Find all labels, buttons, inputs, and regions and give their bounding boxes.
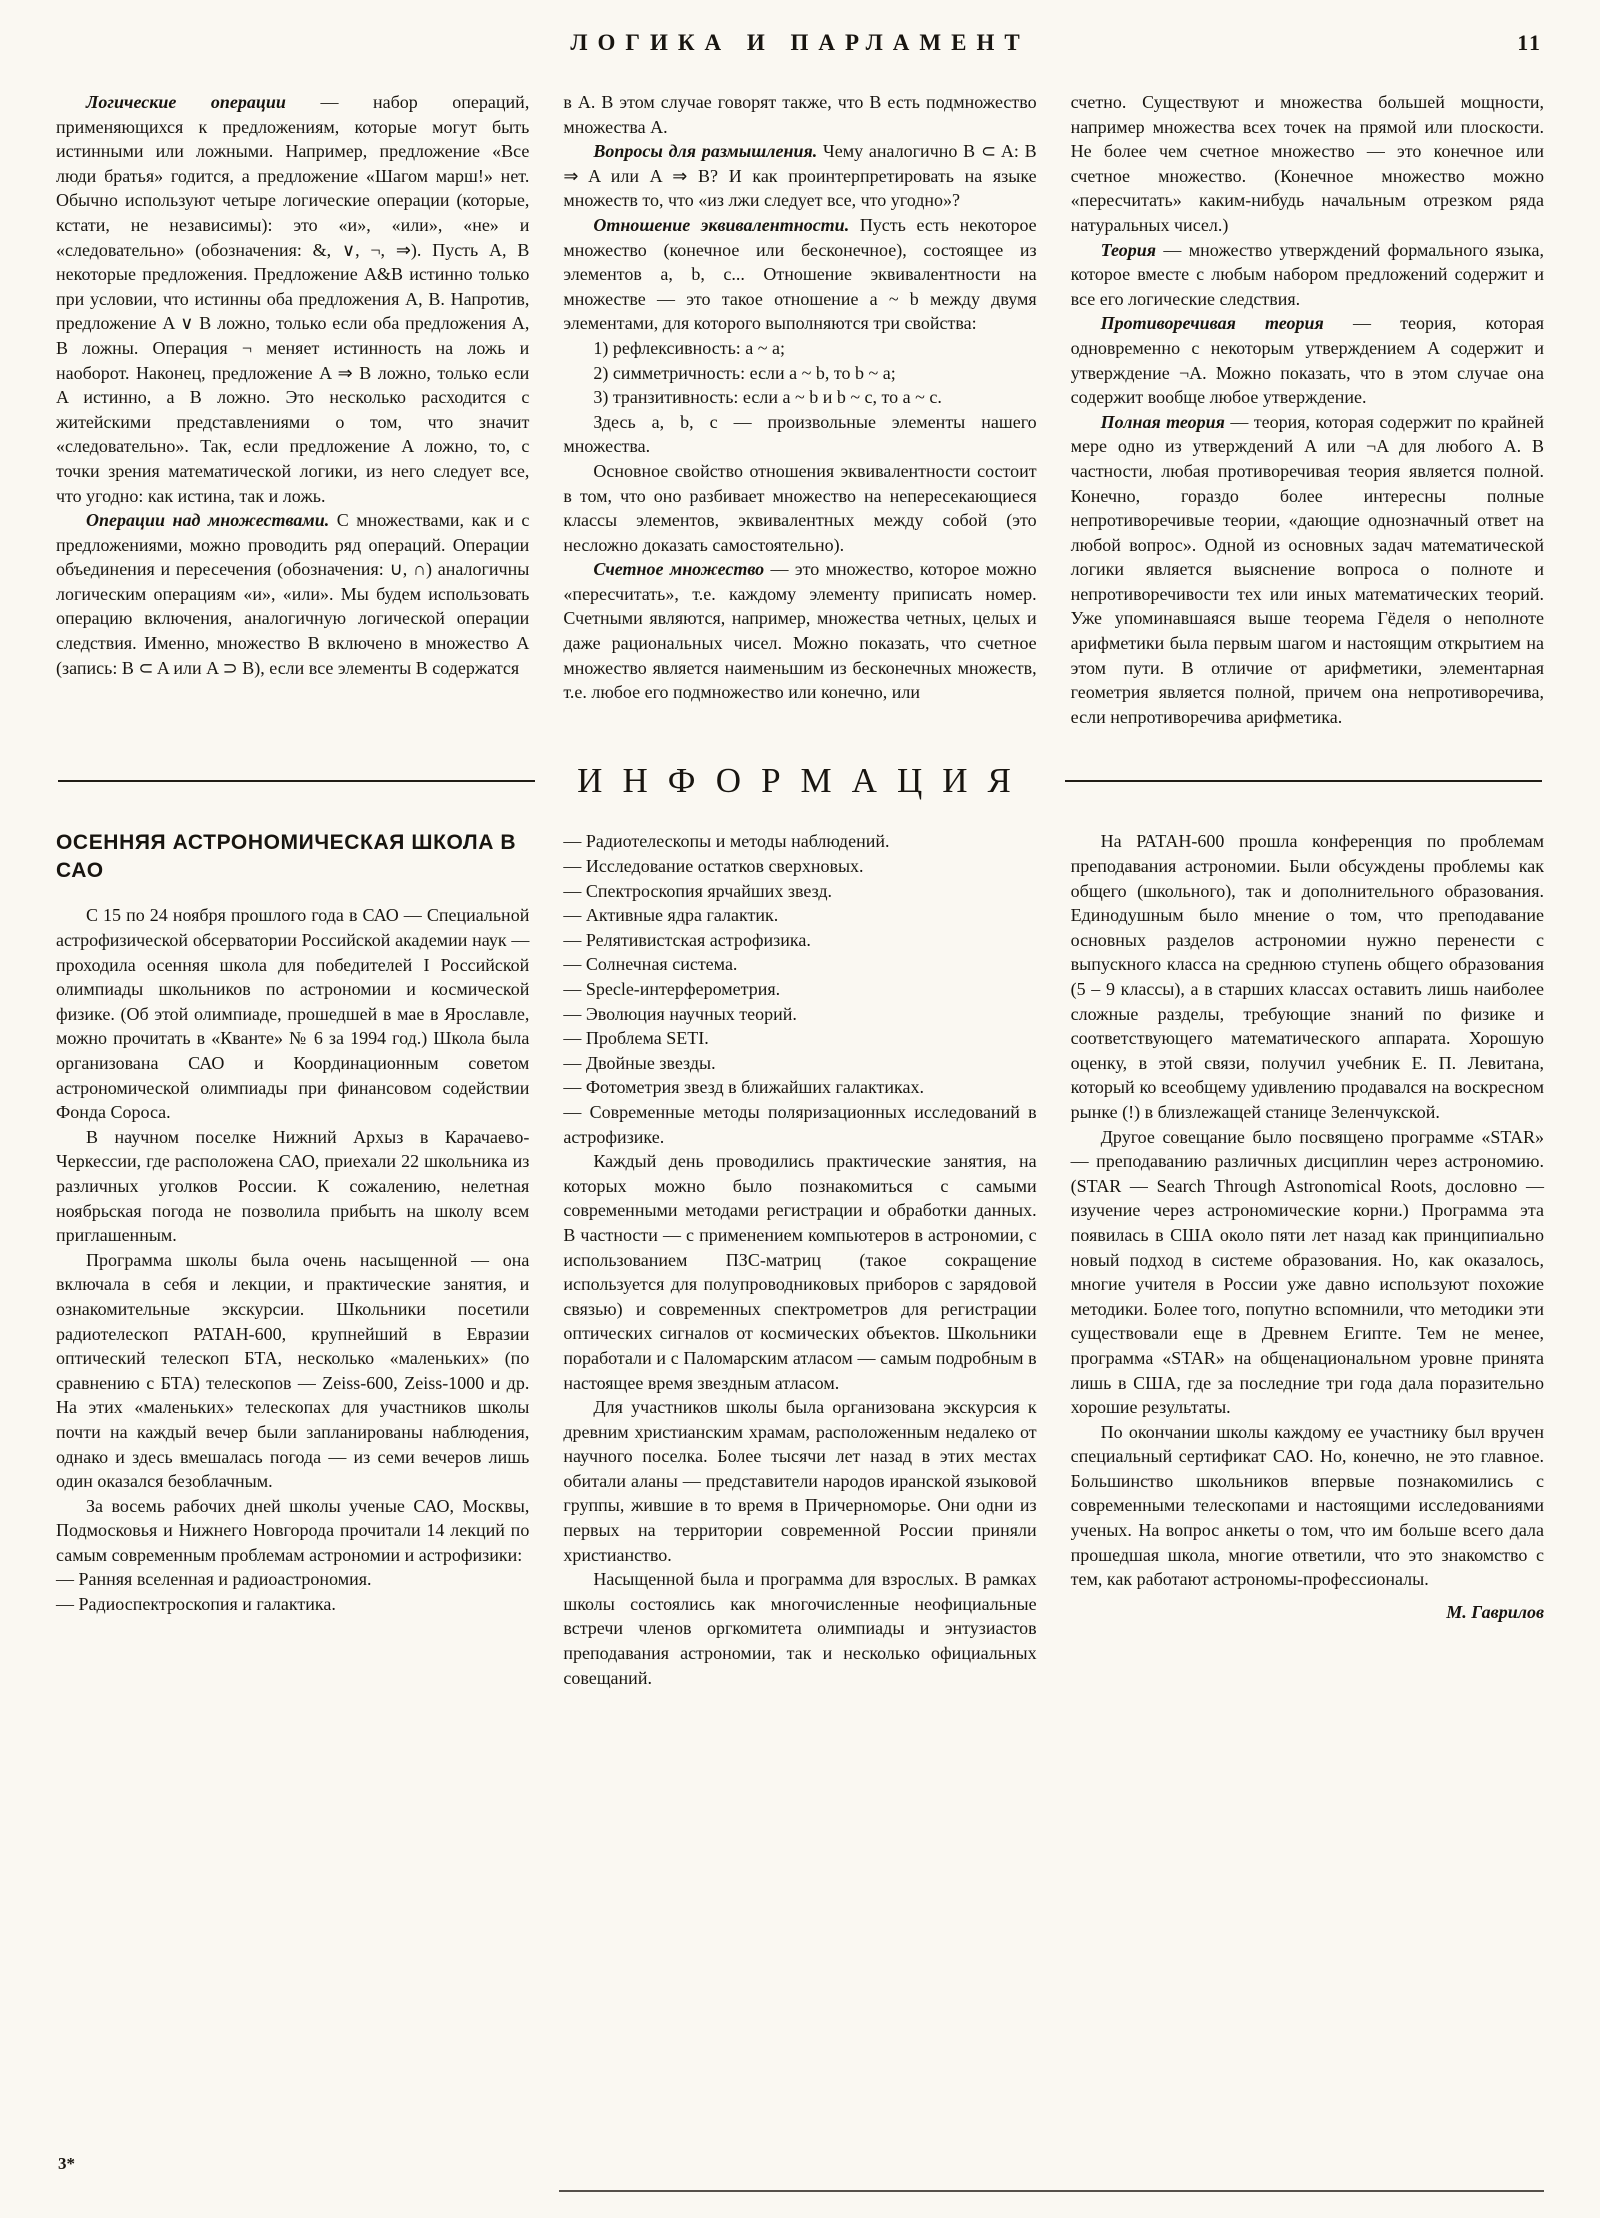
- info-column-2: [563, 829, 1036, 1690]
- list-item: — Активные ядра галактик.: [563, 905, 779, 926]
- paragraph: Противоречивая теория — теория, которая одновременно с некоторым утверждением A содержит и утверждение ¬A. Можно показать, что в этом случае она содержит вообще любое утверждение.: [1070, 313, 1544, 408]
- info-column-3: [1071, 829, 1544, 1690]
- divider-rule-left: [58, 780, 535, 782]
- list-item: — Фотометрия звезд в ближайших галактиках.: [563, 1077, 924, 1098]
- paragraph: 3) транзитивность: если a ~ b и b ~ c, то a ~ c.: [593, 387, 942, 408]
- paragraph: Теория — множество утверждений формального языка, которое вместе с любым набором предложений содержит и все его логические следствия.: [1070, 239, 1544, 309]
- logic-column-1: [56, 90, 529, 729]
- list-item: — Солнечная система.: [563, 954, 738, 975]
- paragraph: Насыщенной была и программа для взрослых. В рамках школы состоялись как многочисленные неофициальные встречи членов оргкомитета олимпиады и энтузиастов преподавания астрономии, так и несколько официальных совещаний.: [563, 1569, 1037, 1688]
- paragraph: 2) симметричность: если a ~ b, то b ~ a;: [593, 362, 896, 383]
- list-item: — Радиотелескопы и методы наблюдений.: [563, 831, 890, 852]
- list-item: — Specle-интерферометрия.: [563, 979, 781, 999]
- term-lead: Противоречивая теория: [1100, 313, 1353, 334]
- signature-mark: 3*: [58, 2154, 75, 2173]
- term-lead: Счетное множество: [593, 559, 771, 580]
- list-item: — Проблема SETI.: [563, 1028, 709, 1049]
- paragraph: На РАТАН-600 прошла конференция по проблемам преподавания астрономии. Были обсуждены проблемы как общего (школьного), так и дополнительного образования. Единодушным было мнение о том, что преподавание основных разделов астрономии нужно перенести с выпускного класса на среднюю ступень общего образования (5 – 9 классы), а в старших классах оставить лишь наиболее сложные разделы, требующие знаний по физике и соответствующего математического аппарата. Хорошую оценку, в этой связи, получил учебник Е. П. Левитана, который ко всеобщему удивлению продавался на воскресном рынке (!) в близлежащей станице Зеленчукской.: [1070, 831, 1544, 1122]
- paragraph: Другое совещание было посвящено программе «STAR» — преподаванию различных дисциплин через астрономию. (STAR — Search Through Astronomical Roots, дословно — изучение через астрономические корни.) Программа эта появилась в США около пяти лет назад как принципиально новый подход в системе образования. Но, как оказалось, многие учителя в России уже давно используют похожие методики. Более того, попутно вспомнили, что методики эти существовали еще в Древнем Египте. Тем не менее, программа «STAR» на общенациональном уровне принята лишь в США, где за последние три года дала поразительно хорошие результаты.: [1070, 1126, 1544, 1418]
- paragraph: в A. В этом случае говорят также, что B есть подмножество множества A.: [563, 92, 1037, 137]
- paragraph: Основное свойство отношения эквивалентности состоит в том, что оно разбивает множество на непересекающиеся классы элементов, эквивалентных между собой (это несложно доказать самостоятельно).: [563, 460, 1037, 555]
- paragraph: Для участников школы была организована экскурсия к древним христианским храмам, расположенным недалеко от научного поселка. Более тысячи лет назад в этих местах обитали аланы — представители народов иранской языковой группы, жившие в то время в Причерноморье. Они одни из первых на территории современной России приняли христианство.: [563, 1397, 1037, 1565]
- paragraph: счетно. Существуют и множества большей мощности, например множества всех точек на прямой или плоскости. Не более чем счетное множество — это конечное или счетное множество. (Конечное множество можно «пересчитать» каким-нибудь начальным отрезком ряда натуральных чисел.): [1070, 92, 1544, 235]
- term-lead: Полная теория: [1100, 411, 1231, 432]
- list-item: — Современные методы поляризационных исследований в астрофизике.: [563, 1101, 1037, 1147]
- paragraph: За восемь рабочих дней школы ученые САО, Москвы, Подмосковья и Нижнего Новгорода прочитали 14 лекций по самым современным проблемам астрономии и астрофизики:: [56, 1495, 530, 1565]
- section-title: ИНФОРМАЦИЯ: [577, 761, 1031, 801]
- info-section: [56, 829, 1544, 1690]
- term-lead: Отношение эквивалентности.: [593, 214, 860, 235]
- list-item: — Спектроскопия ярчайших звезд.: [563, 880, 833, 901]
- list-item: — Релятивистская астрофизика.: [563, 929, 811, 950]
- list-item: — Радиоспектроскопия и галактика.: [56, 1594, 336, 1615]
- term-lead: Теория: [1100, 239, 1164, 260]
- divider-rule-right: [1065, 780, 1542, 782]
- paragraph: Программа школы была очень насыщенной — она включала в себя и лекции, и практические занятия, и ознакомительные экскурсии. Школьники посетили радиотелескоп РАТАН-600, крупнейший в Евразии оптический телескоп БТА, несколько «маленьких» (по сравнению с БТА) телескопов — Zeiss-600, Zeiss-1000 и др. На этих «маленьких» телескопах для участников школы почти на каждый вечер были запланированы наблюдения, однако и здесь вмешалась погода — из семи вечеров лишь один оказался безоблачным.: [56, 1249, 530, 1492]
- info-column-1: [56, 829, 529, 1690]
- list-item: — Исследование остатков сверхновых.: [563, 856, 864, 877]
- paragraph: Счетное множество — это множество, которое можно «пересчитать», т.е. каждому элементу приписать номер. Счетными являются, например, множества четных, целых и даже рациональных чисел. Можно показать, что счетное множество является наименьшим из бесконечных множеств, т.е. любое его подмножество или конечно, или: [563, 559, 1037, 703]
- paragraph: Вопросы для размышления. Чему аналогично B ⊂ A: B ⇒ A или A ⇒ B? И как проинтерпретировать на языке множеств то, что «из лжи следует все, что угодно»?: [563, 141, 1037, 211]
- list-item: — Двойные звезды.: [563, 1052, 716, 1073]
- term-lead: Вопросы для размышления.: [593, 141, 824, 162]
- paragraph: С 15 по 24 ноября прошлого года в САО — Специальной астрофизической обсерватории Российской академии наук — проходила осенняя школа для победителей I Российской олимпиады школьников по астрономии и космической физике. (Об этой олимпиаде, прошедшей в мае в Ярославле, можно прочитать в «Кванте» № 6 за 1994 год.) Школа была организована САО и Координационным советом астрономической олимпиады при финансовом содействии Фонда Сороса.: [56, 905, 530, 1123]
- term-lead: Операции над множествами.: [86, 510, 337, 531]
- logic-column-3: [1071, 90, 1544, 729]
- section-divider: [58, 761, 1542, 801]
- paragraph: Операции над множествами. С множествами, как и с предложениями, можно проводить ряд операций. Операции объединения и пересечения (обозначения: ∪, ∩) аналогичны логическим операциям «и», «или». Мы будем использовать операцию включения, аналогичную логической операции следствия. Именно, множество B включено в множество A (запись: B ⊂ A или A ⊃ B), если все элементы B содержатся: [56, 510, 530, 678]
- paragraph: Каждый день проводились практические занятия, на которых можно было познакомиться с самыми современными методами регистрации и обработки данных. В частности — с применением компьютеров в астрономии, с использованием ПЗС-матриц (такое сокращение используется для полупроводниковых приборов с зарядовой связью) и современных спектрометров для регистрации оптических сигналов от космических объектов. Школьники поработали и с Паломарским атласом — самым подробным в настоящее время звездным атласом.: [563, 1151, 1037, 1393]
- paragraph: Отношение эквивалентности. Пусть есть некоторое множество (конечное или бесконечное), состоящее из элементов a, b, c... Отношение эквивалентности на множестве — это такое отношение a ~ b между двумя элементами, для которого выполняются три свойства:: [563, 214, 1037, 334]
- byline: М. Гаврилов: [1446, 1601, 1544, 1622]
- bottom-rule: [559, 2190, 1544, 2192]
- logic-column-2: [563, 90, 1036, 729]
- article-heading: ОСЕННЯЯ АСТРОНОМИЧЕСКАЯ ШКОЛА В САО: [56, 831, 517, 883]
- page-number: 11: [1517, 30, 1542, 55]
- paragraph: Здесь a, b, c — произвольные элементы нашего множества.: [563, 411, 1037, 457]
- logic-section: [56, 90, 1544, 729]
- list-item: — Ранняя вселенная и радиоастрономия.: [56, 1569, 372, 1590]
- page-header: [56, 30, 1544, 66]
- paragraph: Логические операции — набор операций, применяющихся к предложениям, которые могут быть истинными или ложными. Например, предложение «Все люди братья» годится, а предложение «Шагом марш!» нет. Обычно используют четыре логические операции (которые, кстати, не независимы): это «и», «или», «не» и «следовательно» (обозначения: &, ∨, ¬, ⇒). Пусть A, B некоторые предложения. Предложение A&B истинно только при условии, что истинны оба предложения A, B. Напротив, предложение A ∨ B ложно, только если оба предложения A, B ложны. Операция ¬ меняет истинность на ложь и наоборот. Наконец, предложение A ⇒ B ложно, только если A истинно, а B ложно. Это несколько расходится с житейскими представлениями о том, что значит «следовательно». Так, если предложение A ложно, то, с точки зрения математической логики, из него следует все, что угодно: как истина, так и ложь.: [56, 92, 530, 506]
- paragraph: Полная теория — теория, которая содержит по крайней мере одно из утверждений A или ¬A для любого A. В частности, любая противоречивая теория является полной. Конечно, гораздо более интересны полные непротиворечивые теории, «дающие однозначный ответ на любой вопрос». Одной из основных задач математической логики является выяснение вопроса о полноте и непротиворечивости тех или иных математических теорий. Уже упоминавшаяся выше теорема Гёделя о неполноте арифметики была первым шагом и настоящим открытием на этом пути. В отличие от арифметики, элементарная геометрия является полной, причем она непротиворечива, если непротиворечива арифметика.: [1070, 411, 1544, 727]
- paragraph: В научном поселке Нижний Архыз в Карачаево-Черкессии, где расположена САО, приехали 22 школьника из различных уголков России. К сожалению, нелетная ноябрьская погода не позволила прибыть на школу всем приглашенным.: [56, 1126, 530, 1246]
- list-item: — Эволюция научных теорий.: [563, 1003, 797, 1024]
- paragraph: По окончании школы каждому ее участнику был вручен специальный сертификат САО. Но, конечно, не это главное. Большинство школьников впервые познакомились с современными телескопами и настоящими исследованиями ученых. На вопрос анкеты о том, что им больше всего дала прошедшая школа, многие ответили, что это знакомство с тем, как работают астрономы-профессионалы.: [1070, 1421, 1544, 1590]
- page-title: ЛОГИКА И ПАРЛАМЕНТ: [570, 30, 1030, 55]
- paragraph: 1) рефлексивность: a ~ a;: [593, 337, 785, 358]
- term-lead: Логические операции: [86, 92, 321, 112]
